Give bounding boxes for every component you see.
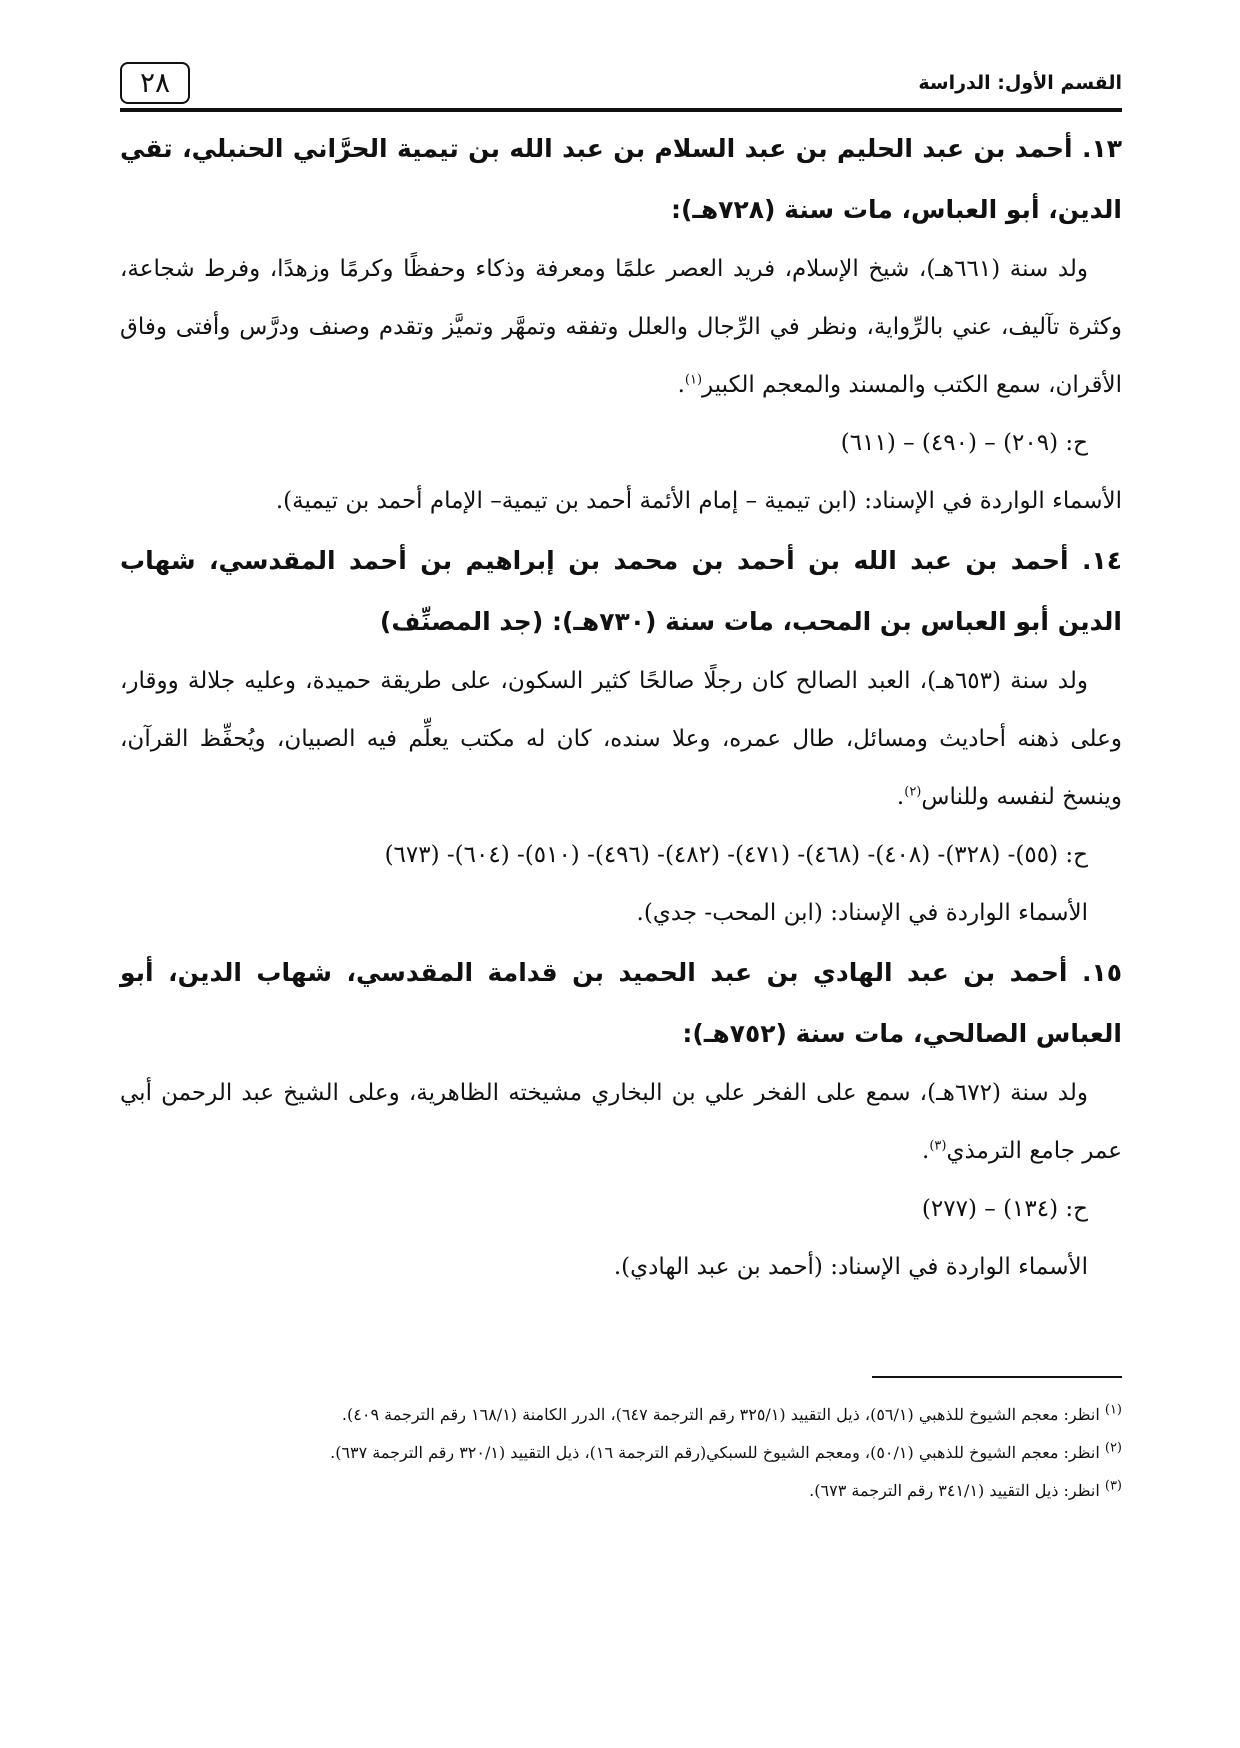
entry-paragraph: ولد سنة (٦٦١هـ)، شيخ الإسلام، فريد العصر علمًا ومعرفة وذكاء وحفظًا وكرمًا وزهدًا، وفرط شجاعة، وكثرة تآليف، عني بالرِّواية، ونظر في الرِّجال والعلل وتفقه وتمهَّر وتميَّز وتقدم وصنف ودرَّس وأفتى وفاق الأقران، سمع الكتب والمسند والمعجم الكبير$^{(١)}$. (120, 256, 1122, 398)
footnote-ref[interactable]: (٢) (904, 784, 922, 800)
biography-entry (120, 530, 1122, 942)
page-header (120, 58, 1122, 108)
entry-heading: ١٤. أحمد بن عبد الله بن أحمد بن محمد بن إبراهيم بن أحمد المقدسي، شهاب الدين أبو العباس بن المحب، مات سنة (٧٣٠هـ): (جد المصنِّف) (120, 546, 1122, 636)
entry-heading: ١٣. أحمد بن عبد الحليم بن عبد السلام بن عبد الله بن تيمية الحرَّاني الحنبلي، تقي الدين، أبو العباس، مات سنة (٧٢٨هـ): (120, 134, 1122, 224)
footnote-marker: (١) (1104, 1402, 1122, 1418)
running-head: القسم الأول: الدراسة (918, 72, 1122, 94)
footnote-ref[interactable]: (١) (684, 372, 703, 388)
entry-text: ولد سنة (٦٥٣هـ)، العبد الصالح كان رجلًا صالحًا كثير السكون، على طريقة حميدة، وعليه جلالة ووقار، وعلى ذهنه أحاديث ومسائل، طال عمره، وعلا سنده، كان له مكتب يعلِّم فيه الصبيان، ويُحفِّظ القرآن، وينسخ لنفسه وللناس (120, 668, 1122, 810)
footnote-text: انظر: ذيل التقييد (٣٤١/١ رقم الترجمة ٦٧٣). (809, 1481, 1100, 1500)
footnote-item (120, 1434, 1122, 1472)
isnad-names: الأسماء الواردة في الإسناد: (ابن تيمية – إمام الأئمة أحمد بن تيمية– الإمام أحمد بن تيمية). (275, 488, 1122, 514)
footnote-text: انظر: معجم الشيوخ للذهبي (٥٦/١)، ذيل التقييد (٣٢٥/١ رقم الترجمة ٦٤٧)، الدرر الكامنة (١٦٨/١ رقم الترجمة ٤٠٩). (341, 1405, 1100, 1424)
entry-paragraph: ولد سنة (٦٧٢هـ)، سمع على الفخر علي بن البخاري مشيخته الظاهرية، وعلى الشيخ عبد الرحمن أبي عمر جامع الترمذي$^{(٣)}$. (120, 1080, 1122, 1164)
page-number-box: ٢٨ (120, 62, 190, 104)
isnad-names: الأسماء الواردة في الإسناد: (أحمد بن عبد الهادي). (613, 1254, 1088, 1280)
biography-entry (120, 118, 1122, 530)
footnotes (120, 1396, 1122, 1510)
entry-heading: ١٥. أحمد بن عبد الهادي بن عبد الحميد بن قدامة المقدسي، شهاب الدين، أبو العباس الصالحي، مات سنة (٧٥٢هـ): (120, 958, 1122, 1048)
hadith-refs: ح: (١٣٤) – (٢٧٧) (921, 1196, 1088, 1222)
footnote-marker: (٢) (1104, 1440, 1122, 1456)
footnote-ref[interactable]: (٣) (929, 1138, 947, 1154)
biography-entry (120, 942, 1122, 1296)
header-rule (120, 108, 1122, 112)
entry-text: ولد سنة (٦٦١هـ)، شيخ الإسلام، فريد العصر علمًا ومعرفة وذكاء وحفظًا وكرمًا وزهدًا، وفرط شجاعة، وكثرة تآليف، عني بالرِّواية، ونظر في الرِّجال والعلل وتفقه وتمهَّر وتميَّز وتقدم وصنف ودرَّس وأفتى وفاق الأقران، سمع الكتب والمسند والمعجم الكبير (120, 256, 1122, 398)
footnote-item (120, 1472, 1122, 1510)
footnote-text: انظر: معجم الشيوخ للذهبي (٥٠/١)، ومعجم الشيوخ للسبكي(رقم الترجمة ١٦)، ذيل التقييد (٣٢٠/١ رقم الترجمة ٦٣٧). (330, 1443, 1100, 1462)
entry-text: ولد سنة (٦٧٢هـ)، سمع على الفخر علي بن البخاري مشيخته الظاهرية، وعلى الشيخ عبد الرحمن أبي عمر جامع الترمذي (120, 1080, 1122, 1164)
isnad-names: الأسماء الواردة في الإسناد: (ابن المحب- جدي). (636, 900, 1088, 926)
hadith-refs: ح: (٢٠٩) – (٤٩٠) – (٦١١) (840, 430, 1088, 456)
hadith-refs: ح: (٥٥)- (٣٢٨)- (٤٠٨)- (٤٦٨)- (٤٧١)- (٤٨٢)- (٤٩٦)- (٥١٠)- (٦٠٤)- (٦٧٣) (384, 842, 1088, 868)
footnote-rule (872, 1376, 1122, 1378)
footnote-item (120, 1396, 1122, 1434)
footnote-marker: (٣) (1104, 1478, 1122, 1494)
entry-paragraph: ولد سنة (٦٥٣هـ)، العبد الصالح كان رجلًا صالحًا كثير السكون، على طريقة حميدة، وعليه جلالة ووقار، وعلى ذهنه أحاديث ومسائل، طال عمره، وعلا سنده، كان له مكتب يعلِّم فيه الصبيان، ويُحفِّظ القرآن، وينسخ لنفسه وللناس$^{(٢)}$. (120, 668, 1122, 810)
page-body (120, 118, 1122, 1296)
